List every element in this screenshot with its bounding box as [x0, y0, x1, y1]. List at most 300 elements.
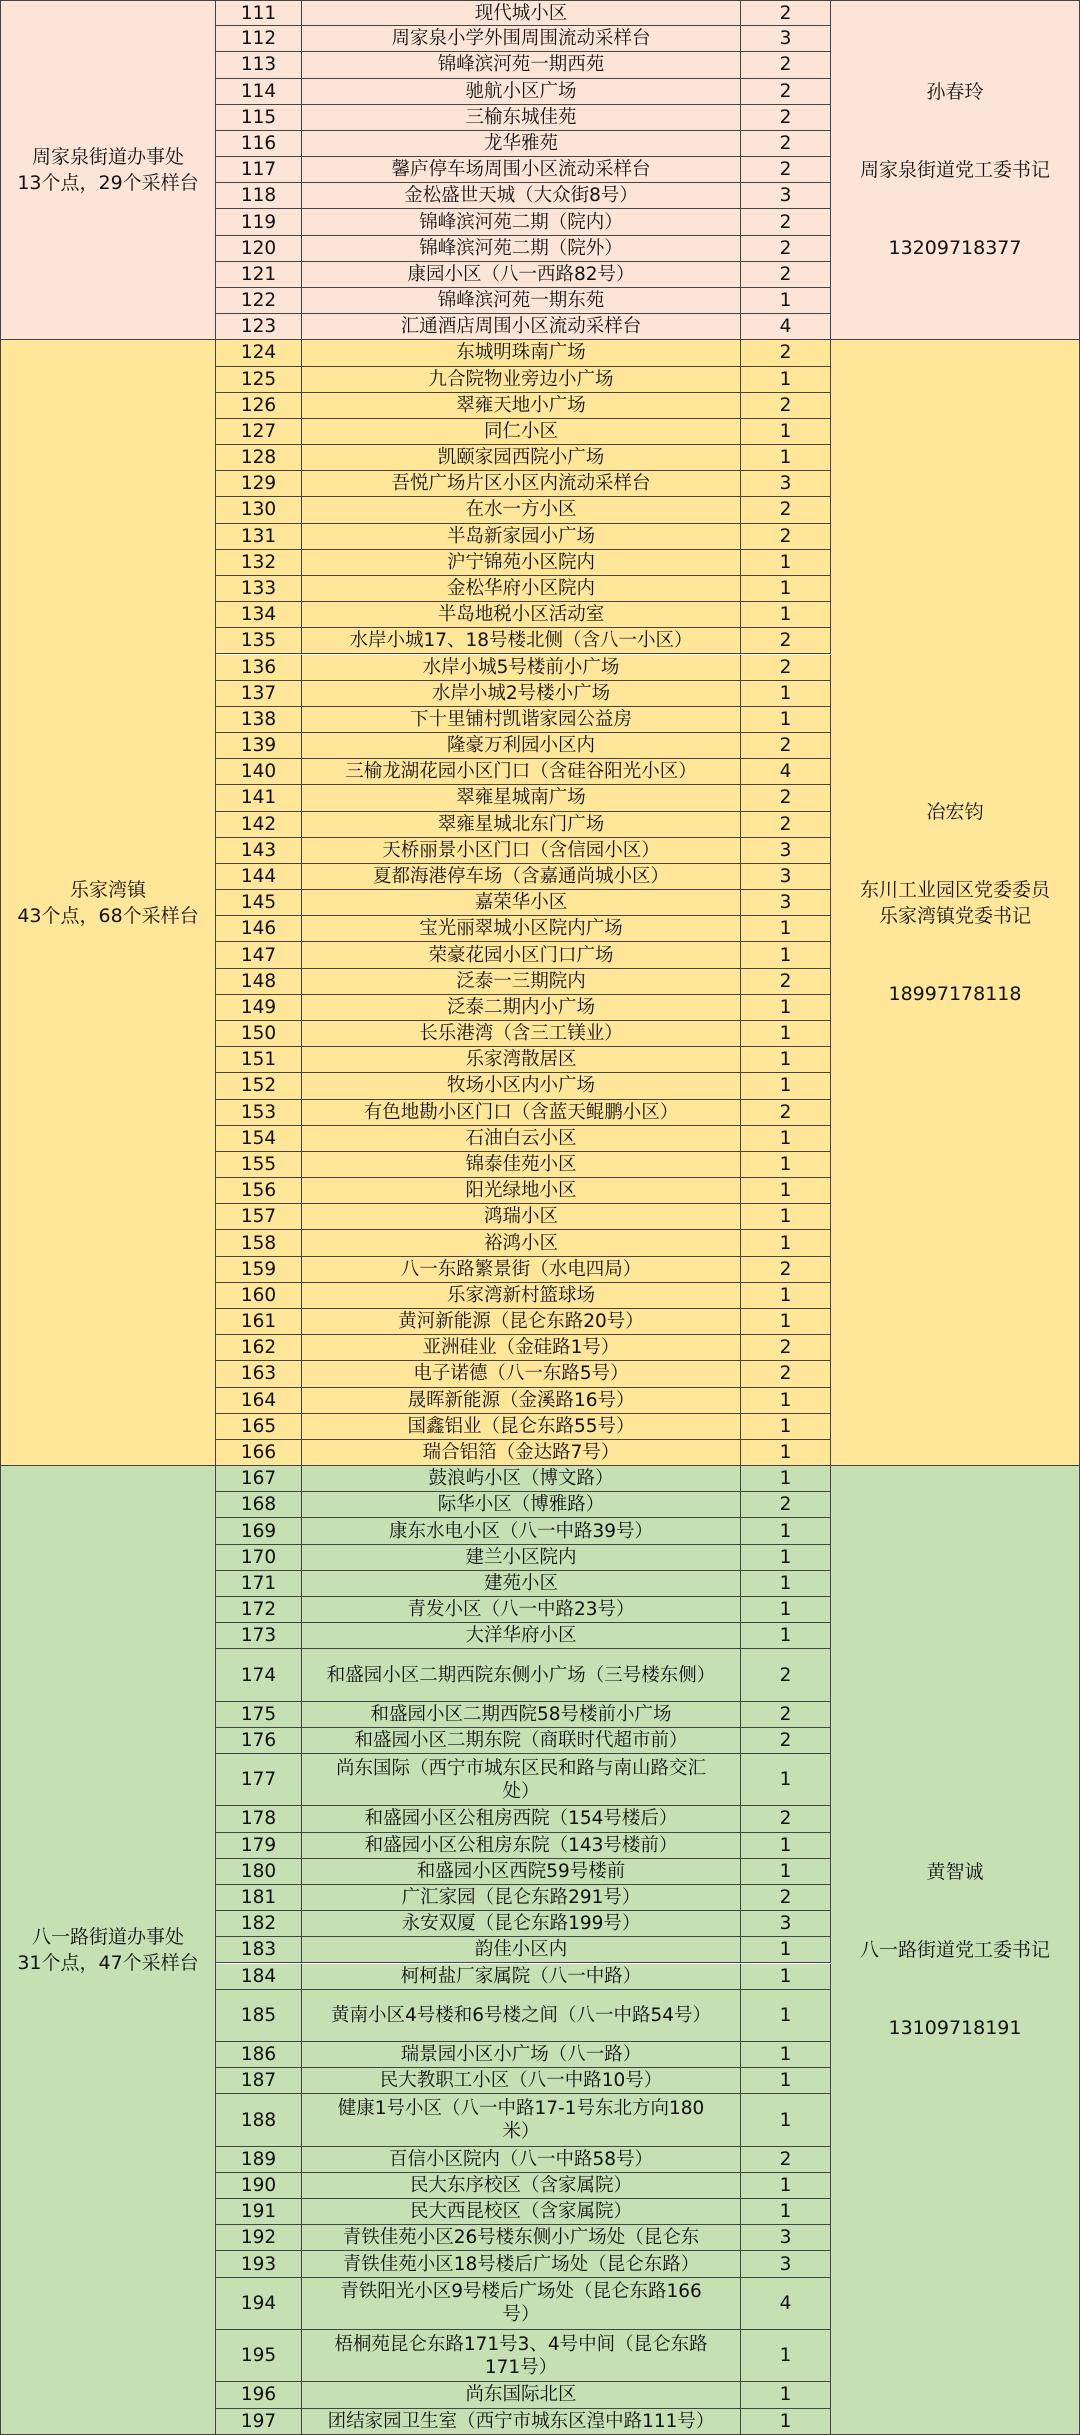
row-number-cell — [216, 1021, 302, 1047]
site-name-cell — [302, 0, 741, 26]
row-number-cell — [216, 367, 302, 393]
site-name-cell — [302, 995, 741, 1021]
contact-person: 冶宏钧 — [926, 800, 984, 823]
contact-person: 孙春玲 — [926, 81, 984, 104]
site-name-cell — [302, 105, 741, 131]
site-name: 际华小区（博雅路） — [437, 1494, 605, 1516]
station-count-cell — [741, 1204, 831, 1230]
site-name-cell — [302, 2330, 741, 2382]
row-number-cell — [216, 471, 302, 497]
station-count: 2 — [779, 132, 792, 154]
station-count: 1 — [779, 447, 792, 469]
site-name: 建苑小区 — [483, 1572, 558, 1594]
station-count: 2 — [779, 813, 792, 835]
row-number: 183 — [240, 1939, 277, 1961]
group-cell — [0, 0, 216, 340]
site-name: 瑞合铝箔（金达路7号） — [422, 1441, 620, 1463]
row-number: 118 — [240, 185, 277, 207]
row-number: 161 — [240, 1311, 277, 1333]
station-count-cell — [741, 0, 831, 26]
site-name: 韵佳小区内 — [474, 1939, 568, 1961]
site-name-cell — [302, 1283, 741, 1309]
row-number: 129 — [240, 473, 277, 495]
site-name: 凯颐家园西院小广场 — [437, 447, 605, 469]
site-name-cell — [302, 1178, 741, 1204]
row-number: 120 — [240, 237, 277, 259]
group-label-line: 31个点，47个采样台 — [17, 1951, 199, 1974]
site-name: 夏都海港停车场（含嘉通尚城小区） — [372, 866, 669, 888]
station-count-cell — [741, 1047, 831, 1073]
site-name: 天桥丽景小区门口（含信园小区） — [382, 839, 660, 861]
row-number-cell — [216, 602, 302, 628]
site-name-cell — [302, 1990, 741, 2042]
site-name-cell — [302, 471, 741, 497]
station-count-cell — [741, 131, 831, 157]
station-count-cell — [741, 1414, 831, 1440]
row-number-cell — [216, 1623, 302, 1649]
station-count: 3 — [779, 892, 792, 914]
site-name: 和盛园小区二期西院东侧小广场（三号楼东侧） — [326, 1664, 716, 1686]
row-number-cell — [216, 1728, 302, 1754]
row-number: 190 — [240, 2175, 277, 2197]
station-count: 1 — [779, 578, 792, 600]
station-count-cell — [741, 1571, 831, 1597]
row-number: 115 — [240, 106, 277, 128]
site-name-cell — [302, 2147, 741, 2173]
site-name: 锦峰滨河苑一期东苑 — [437, 290, 605, 312]
row-number: 111 — [240, 2, 277, 24]
row-number: 193 — [240, 2253, 277, 2275]
site-name-cell — [302, 1728, 741, 1754]
station-count: 1 — [779, 1520, 792, 1542]
station-count: 1 — [779, 1546, 792, 1568]
row-number-cell — [216, 655, 302, 681]
station-count: 1 — [779, 420, 792, 442]
station-count: 2 — [779, 2, 792, 24]
station-count: 2 — [779, 1337, 792, 1359]
row-number: 173 — [240, 1625, 277, 1647]
row-number: 119 — [240, 211, 277, 233]
row-number: 189 — [240, 2148, 277, 2170]
station-count-cell — [741, 1937, 831, 1963]
row-number-cell — [216, 1492, 302, 1518]
row-number: 182 — [240, 1913, 277, 1935]
site-name: 百信小区院内（八一中路58号） — [388, 2148, 654, 2170]
site-name: 吾悦广场片区小区内流动采样台 — [391, 473, 651, 495]
row-number-cell — [216, 1885, 302, 1911]
row-number: 123 — [240, 316, 277, 338]
site-name-cell — [302, 759, 741, 785]
row-number: 160 — [240, 1284, 277, 1306]
station-count: 1 — [779, 1415, 792, 1437]
station-count-cell — [741, 157, 831, 183]
row-number-cell — [216, 52, 302, 78]
site-name-cell — [302, 733, 741, 759]
station-count: 2 — [779, 106, 792, 128]
row-number: 142 — [240, 813, 277, 835]
station-count: 1 — [779, 1834, 792, 1856]
row-number: 152 — [240, 1075, 277, 1097]
site-name: 健康1号小区（八一中路17-1号东北方向180米） — [337, 2098, 705, 2143]
station-count-cell — [741, 1230, 831, 1256]
row-number-cell — [216, 1518, 302, 1544]
site-name: 梧桐苑昆仑东路171号3、4号中间（昆仑东路171号） — [334, 2333, 708, 2378]
station-count-cell — [741, 2173, 831, 2199]
site-name: 沪宁锦苑小区院内 — [446, 551, 595, 573]
station-count: 1 — [779, 1049, 792, 1071]
site-name: 柯柯盐厂家属院（八一中路） — [400, 1965, 642, 1987]
station-count: 2 — [779, 1494, 792, 1516]
site-name: 有色地勘小区门口（含蓝天鲲鹏小区） — [363, 1101, 679, 1123]
station-count-cell — [741, 1911, 831, 1937]
station-count: 1 — [779, 996, 792, 1018]
site-name-cell — [302, 1126, 741, 1152]
row-number-cell — [216, 288, 302, 314]
station-count-cell — [741, 497, 831, 523]
station-count: 1 — [779, 1389, 792, 1411]
station-count: 1 — [779, 1572, 792, 1594]
station-count-cell — [741, 969, 831, 995]
station-count: 2 — [779, 970, 792, 992]
row-number-cell — [216, 524, 302, 550]
site-name: 民大教职工小区（八一中路10号） — [379, 2070, 663, 2092]
site-name-cell — [302, 1257, 741, 1283]
station-count: 2 — [779, 342, 792, 364]
row-number: 126 — [240, 394, 277, 416]
station-count-cell — [741, 262, 831, 288]
row-number-cell — [216, 2382, 302, 2408]
station-count-cell — [741, 2068, 831, 2094]
station-count-cell — [741, 785, 831, 811]
site-name-cell — [302, 812, 741, 838]
row-number-cell — [216, 157, 302, 183]
site-name: 荣豪花园小区门口广场 — [428, 944, 614, 966]
row-number: 191 — [240, 2201, 277, 2223]
row-number: 170 — [240, 1546, 277, 1568]
row-number-cell — [216, 2173, 302, 2199]
group-label-line: 乐家湾镇 — [69, 878, 146, 901]
station-count: 2 — [779, 237, 792, 259]
row-number-cell — [216, 890, 302, 916]
site-name: 鸿瑞小区 — [483, 1206, 558, 1228]
site-name-cell — [302, 1361, 741, 1387]
row-number-cell — [216, 2199, 302, 2225]
site-name: 阳光绿地小区 — [465, 1180, 577, 1202]
station-count-cell — [741, 2147, 831, 2173]
site-name-cell — [302, 942, 741, 968]
station-count: 1 — [779, 368, 792, 390]
row-number: 127 — [240, 420, 277, 442]
station-count: 1 — [779, 1075, 792, 1097]
station-count-cell — [741, 52, 831, 78]
site-name: 乐家湾散居区 — [465, 1049, 577, 1071]
row-number-cell — [216, 1309, 302, 1335]
site-name: 锦峰滨河苑二期（院内） — [419, 211, 623, 233]
site-name-cell — [302, 236, 741, 262]
station-count-cell — [741, 1361, 831, 1387]
row-number-cell — [216, 2330, 302, 2382]
site-name: 在水一方小区 — [465, 499, 577, 521]
site-name: 同仁小区 — [483, 420, 558, 442]
row-number: 147 — [240, 944, 277, 966]
station-count: 2 — [779, 1258, 792, 1280]
site-name-cell — [302, 576, 741, 602]
site-name: 长乐港湾（含三工镁业） — [419, 1023, 623, 1045]
row-number: 146 — [240, 918, 277, 940]
site-name-cell — [302, 52, 741, 78]
site-name-cell — [302, 2094, 741, 2146]
row-number: 169 — [240, 1520, 277, 1542]
site-name: 水岸小城5号楼前小广场 — [422, 656, 620, 678]
station-count: 2 — [779, 1101, 792, 1123]
station-count-cell — [741, 681, 831, 707]
site-name-cell — [302, 209, 741, 235]
row-number: 195 — [240, 2345, 277, 2367]
row-number-cell — [216, 393, 302, 419]
site-name: 大洋华府小区 — [465, 1625, 577, 1647]
row-number: 144 — [240, 866, 277, 888]
station-count: 1 — [779, 944, 792, 966]
row-number-cell — [216, 1283, 302, 1309]
station-count-cell — [741, 419, 831, 445]
site-name-cell — [302, 2042, 741, 2068]
site-name-cell — [302, 1833, 741, 1859]
row-number-cell — [216, 2225, 302, 2251]
station-count-cell — [741, 550, 831, 576]
row-number-cell — [216, 2068, 302, 2094]
site-name-cell — [302, 1466, 741, 1492]
station-count: 2 — [779, 80, 792, 102]
site-name: 民大东序校区（含家属院） — [409, 2175, 632, 2197]
site-name: 青铁佳苑小区26号楼东侧小广场处（昆仑东 — [342, 2227, 700, 2249]
station-count: 2 — [779, 211, 792, 233]
site-name: 鼓浪屿小区（博文路） — [428, 1468, 614, 1490]
station-count-cell — [741, 1545, 831, 1571]
station-count-cell — [741, 1518, 831, 1544]
site-name-cell — [302, 1100, 741, 1126]
site-name-cell — [302, 655, 741, 681]
station-count-cell — [741, 1335, 831, 1361]
station-count: 2 — [779, 735, 792, 757]
row-number: 177 — [240, 1769, 277, 1791]
group-label-line: 八一路街道办事处 — [31, 1925, 184, 1948]
site-name: 尚东国际北区 — [465, 2384, 577, 2406]
station-count: 2 — [779, 656, 792, 678]
site-name: 锦峰滨河苑二期（院外） — [419, 237, 623, 259]
row-number: 196 — [240, 2384, 277, 2406]
site-name-cell — [302, 393, 741, 419]
site-name: 和盛园小区西院59号楼前 — [416, 1860, 626, 1882]
row-number-cell — [216, 1126, 302, 1152]
row-number-cell — [216, 1230, 302, 1256]
site-name: 东城明珠南广场 — [456, 342, 586, 364]
station-count: 2 — [779, 499, 792, 521]
station-count: 1 — [779, 1023, 792, 1045]
station-count-cell — [741, 1178, 831, 1204]
station-count-cell — [741, 183, 831, 209]
station-count-cell — [741, 1152, 831, 1178]
row-number-cell — [216, 812, 302, 838]
row-number-cell — [216, 1754, 302, 1806]
station-count: 1 — [779, 2004, 792, 2026]
station-count: 2 — [779, 159, 792, 181]
station-count-cell — [741, 1440, 831, 1466]
row-number: 165 — [240, 1415, 277, 1437]
row-number-cell — [216, 105, 302, 131]
station-count-cell — [741, 1990, 831, 2042]
site-name: 锦泰佳苑小区 — [465, 1153, 577, 1175]
site-name: 和盛园小区公租房西院（154号楼后） — [364, 1808, 678, 1830]
station-count-cell — [741, 209, 831, 235]
station-count: 1 — [779, 1232, 792, 1254]
row-number-cell — [216, 1806, 302, 1832]
station-count: 3 — [779, 28, 792, 50]
site-name-cell — [302, 838, 741, 864]
site-name: 泛泰一三期院内 — [456, 970, 586, 992]
row-number: 194 — [240, 2292, 277, 2314]
station-count-cell — [741, 1597, 831, 1623]
row-number-cell — [216, 1937, 302, 1963]
station-count: 3 — [779, 2227, 792, 2249]
row-number-cell — [216, 262, 302, 288]
site-name: 康园小区（八一西路82号） — [407, 263, 635, 285]
station-count: 1 — [779, 1284, 792, 1306]
site-name-cell — [302, 2382, 741, 2408]
station-count-cell — [741, 471, 831, 497]
station-count: 1 — [779, 2384, 792, 2406]
site-name-cell — [302, 2225, 741, 2251]
station-count: 1 — [779, 1468, 792, 1490]
station-count-cell — [741, 105, 831, 131]
site-name: 民大西昆校区（含家属院） — [409, 2201, 632, 2223]
site-name-cell — [302, 1649, 741, 1701]
station-count-cell — [741, 1257, 831, 1283]
station-count: 2 — [779, 394, 792, 416]
site-name-cell — [302, 890, 741, 916]
site-name: 九合院物业旁边小广场 — [428, 368, 614, 390]
row-number: 150 — [240, 1023, 277, 1045]
station-count: 1 — [779, 2175, 792, 2197]
row-number: 158 — [240, 1232, 277, 1254]
site-name-cell — [302, 288, 741, 314]
station-count: 3 — [779, 1913, 792, 1935]
row-number: 139 — [240, 735, 277, 757]
row-number: 134 — [240, 604, 277, 626]
row-number-cell — [216, 1964, 302, 1990]
station-count-cell — [741, 367, 831, 393]
station-count-cell — [741, 393, 831, 419]
station-count-cell — [741, 2251, 831, 2277]
row-number-cell — [216, 550, 302, 576]
site-name: 周家泉小学外围周围流动采样台 — [391, 28, 651, 50]
group-cell — [0, 340, 216, 1466]
station-count: 1 — [779, 1599, 792, 1621]
site-name-cell — [302, 1492, 741, 1518]
site-name-cell — [302, 969, 741, 995]
row-number: 149 — [240, 996, 277, 1018]
site-name-cell — [302, 550, 741, 576]
station-count: 1 — [779, 682, 792, 704]
station-count-cell — [741, 2199, 831, 2225]
row-number-cell — [216, 628, 302, 654]
row-number-cell — [216, 2251, 302, 2277]
row-number: 157 — [240, 1206, 277, 1228]
station-count: 3 — [779, 2253, 792, 2275]
row-number-cell — [216, 1100, 302, 1126]
row-number-cell — [216, 785, 302, 811]
station-count-cell — [741, 1806, 831, 1832]
station-count: 1 — [779, 551, 792, 573]
station-count: 1 — [779, 2070, 792, 2092]
station-count-cell — [741, 2278, 831, 2330]
station-count: 4 — [779, 2292, 792, 2314]
site-name-cell — [302, 340, 741, 366]
station-count-cell — [741, 1466, 831, 1492]
site-name-cell — [302, 1754, 741, 1806]
station-count-cell — [741, 236, 831, 262]
site-name-cell — [302, 1937, 741, 1963]
station-count-cell — [741, 1126, 831, 1152]
row-number-cell — [216, 236, 302, 262]
station-count: 3 — [779, 866, 792, 888]
site-name: 黄河新能源（昆仑东路20号） — [398, 1311, 644, 1333]
site-name: 广汇家园（昆仑东路291号） — [401, 1887, 641, 1909]
site-name: 晟晖新能源（金溪路16号） — [407, 1389, 635, 1411]
site-name: 康东水电小区（八一中路39号） — [388, 1520, 654, 1542]
station-count: 4 — [779, 316, 792, 338]
station-count-cell — [741, 1649, 831, 1701]
row-number: 192 — [240, 2227, 277, 2249]
station-count-cell — [741, 1100, 831, 1126]
row-number: 172 — [240, 1599, 277, 1621]
site-name-cell — [302, 367, 741, 393]
station-count: 1 — [779, 1180, 792, 1202]
row-number-cell — [216, 838, 302, 864]
site-name-cell — [302, 785, 741, 811]
group-label-line: 周家泉街道办事处 — [31, 146, 184, 169]
station-count-cell — [741, 1073, 831, 1099]
site-name-cell — [302, 79, 741, 105]
row-number-cell — [216, 497, 302, 523]
site-name-cell — [302, 1073, 741, 1099]
row-number-cell — [216, 1597, 302, 1623]
row-number-cell — [216, 1388, 302, 1414]
station-count: 2 — [779, 787, 792, 809]
contact-title: 东川工业园区党委委员 — [859, 878, 1050, 901]
site-name-cell — [302, 1545, 741, 1571]
site-name-cell — [302, 2278, 741, 2330]
site-name-cell — [302, 183, 741, 209]
site-name-cell — [302, 1388, 741, 1414]
site-name: 石油白云小区 — [465, 1127, 577, 1149]
row-number: 155 — [240, 1153, 277, 1175]
row-number-cell — [216, 1152, 302, 1178]
group-label-line: 13个点，29个采样台 — [17, 172, 199, 195]
row-number: 114 — [240, 80, 277, 102]
station-count-cell — [741, 340, 831, 366]
row-number: 130 — [240, 499, 277, 521]
station-count: 1 — [779, 2109, 792, 2131]
station-count: 2 — [779, 630, 792, 652]
site-name: 翠雍星城北东门广场 — [437, 813, 605, 835]
row-number-cell — [216, 1440, 302, 1466]
site-name-cell — [302, 1414, 741, 1440]
row-number: 176 — [240, 1729, 277, 1751]
station-count-cell — [741, 2042, 831, 2068]
site-name: 和盛园小区二期西院58号楼前小广场 — [370, 1703, 672, 1725]
station-count-cell — [741, 812, 831, 838]
site-name-cell — [302, 1702, 741, 1728]
